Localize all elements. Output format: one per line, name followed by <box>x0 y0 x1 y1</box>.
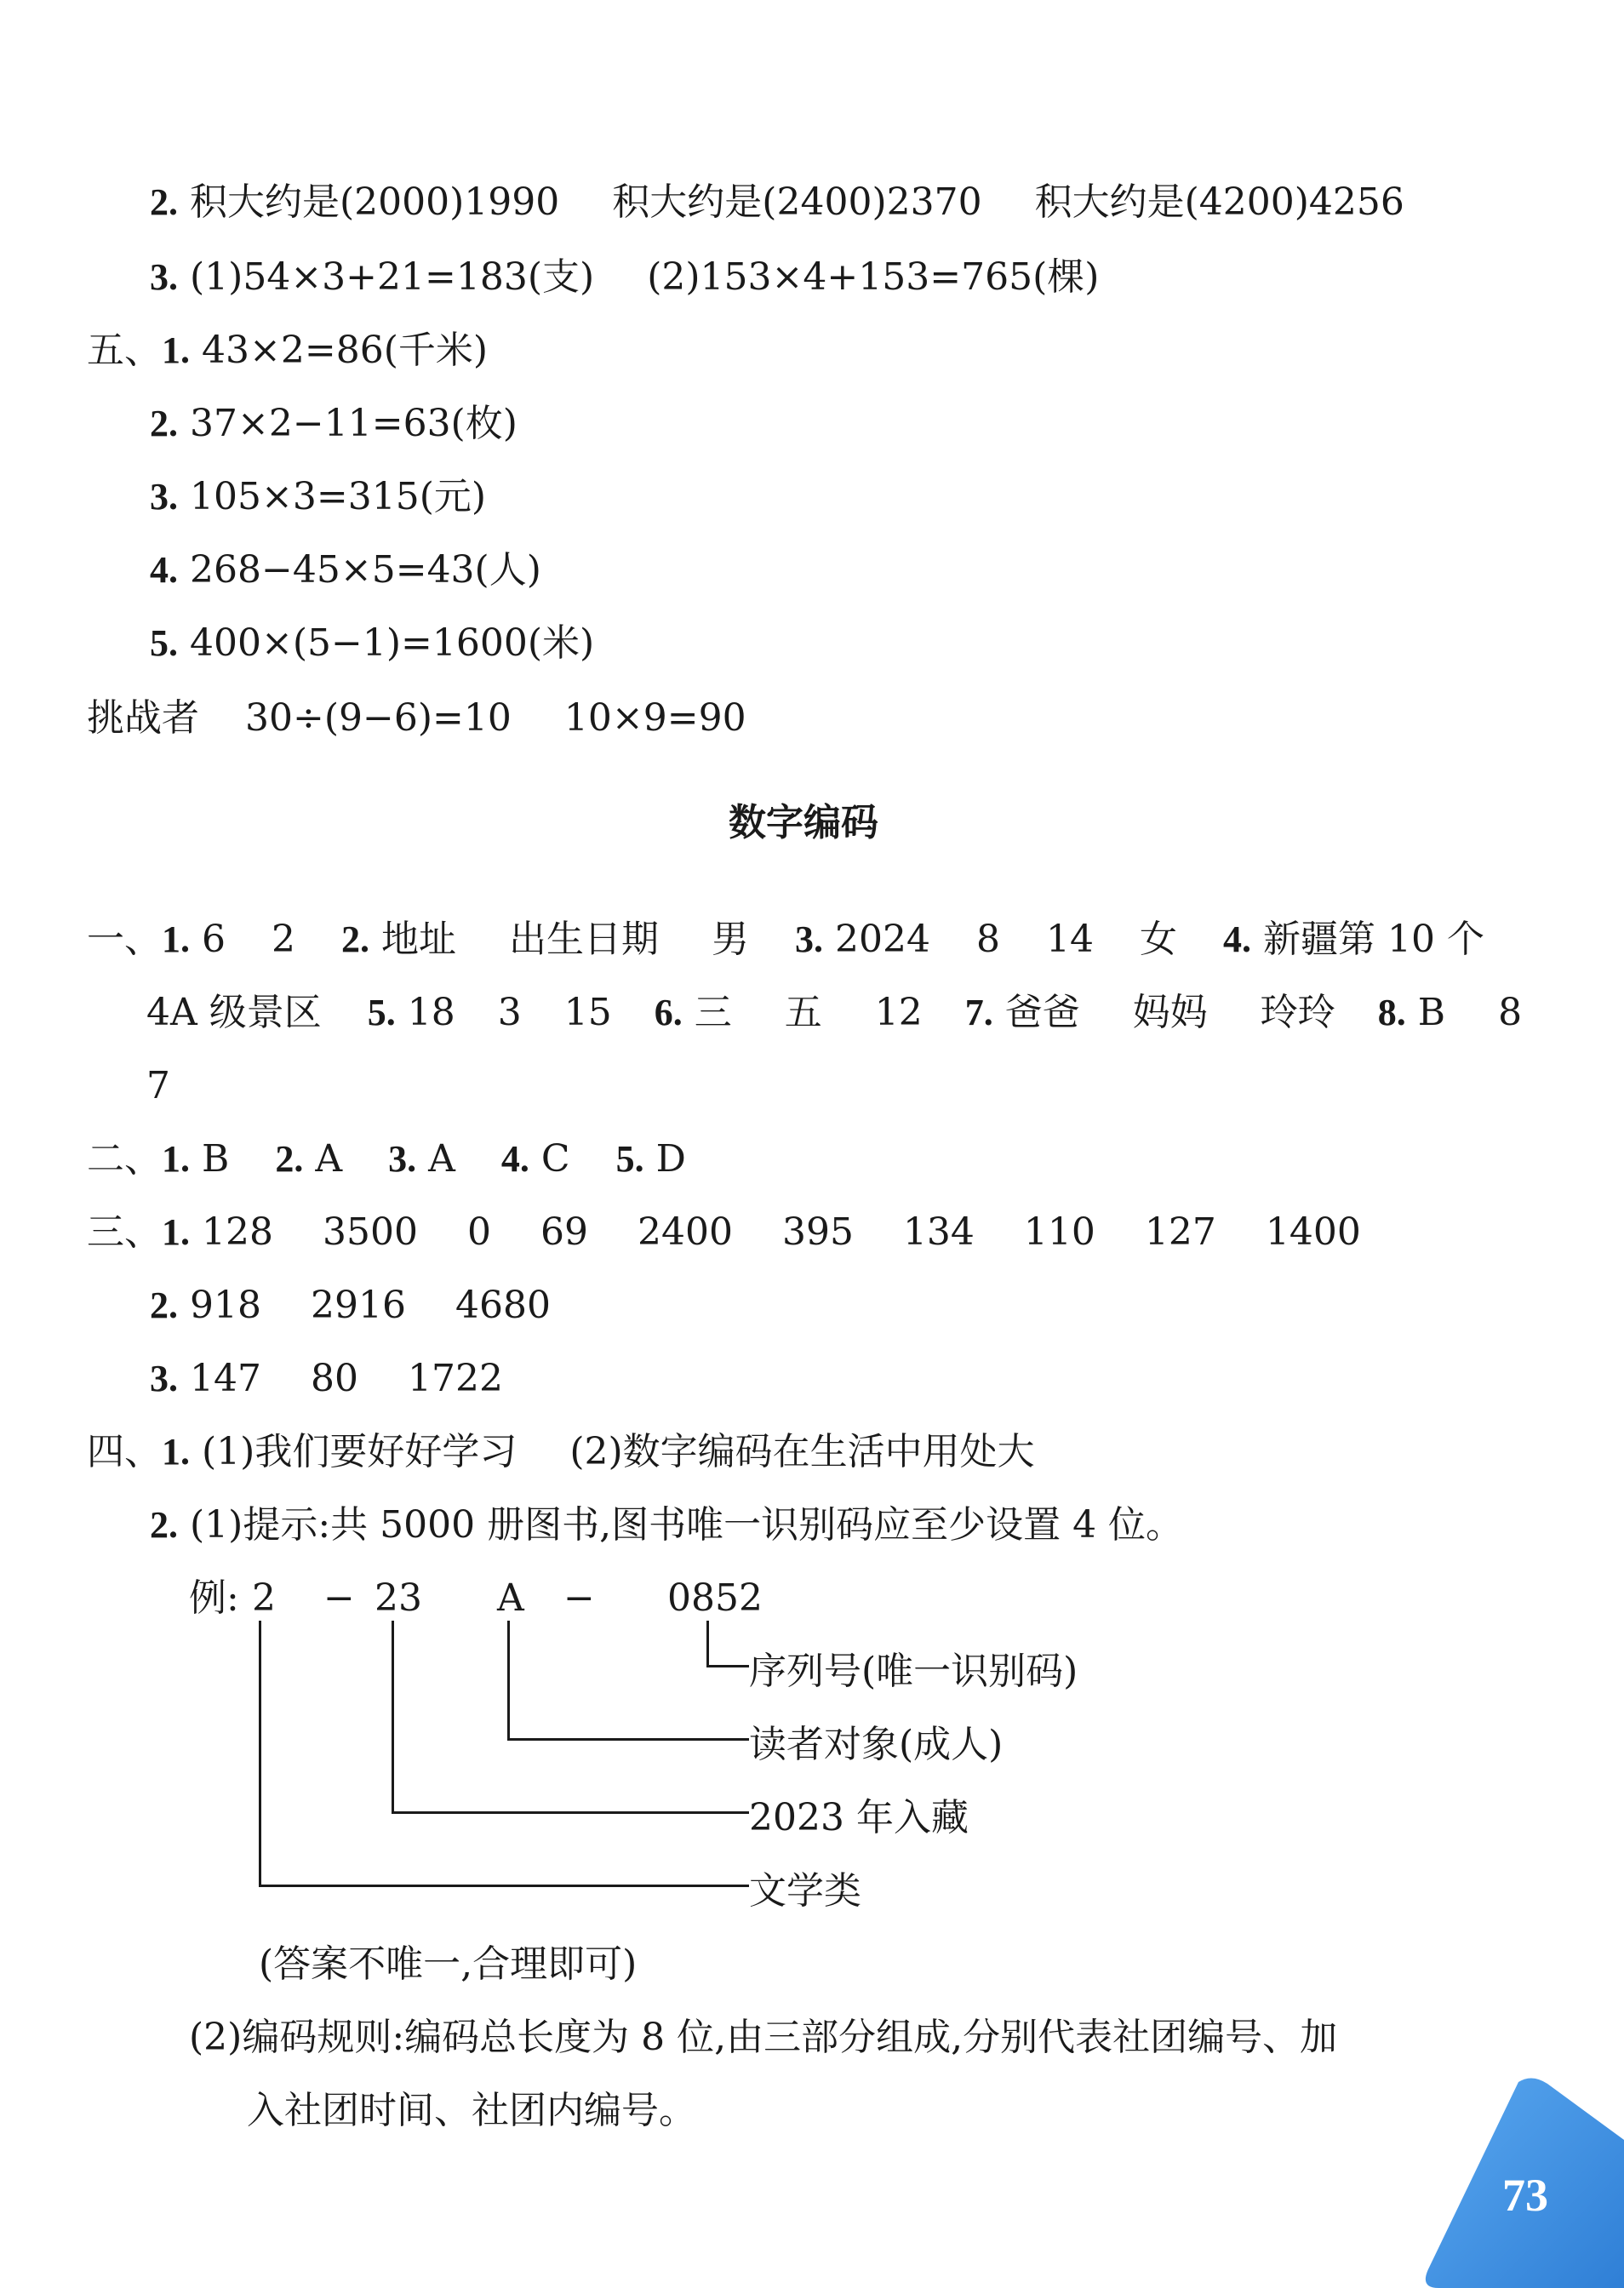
code-part-year: 23 <box>375 1576 422 1620</box>
connector-line <box>507 1738 749 1741</box>
code-part-serial: 0852 <box>667 1576 763 1620</box>
section-three-line: 三、1. 128 3500 0 69 2400 395 134 110 127 1400 <box>87 1210 1361 1254</box>
callout-year: 2023 年入藏 <box>749 1796 969 1839</box>
section-four-line: 四、1. (1)我们要好好学习 (2)数字编码在生活中用处大 <box>87 1430 1035 1473</box>
code-part-category: 2 <box>252 1576 276 1620</box>
challenger-line: 挑战者 30÷(9−6)=10 10×9=90 <box>87 696 746 740</box>
connector-line <box>706 1621 709 1667</box>
section-five-line: 5. 400×(5−1)=1600(米) <box>150 621 595 665</box>
section-four-line: 2. (1)提示:共 5000 册图书,图书唯一识别码应至少设置 4 位。 <box>150 1503 1184 1547</box>
section-five-line: 五、1. 43×2=86(千米) <box>87 329 489 372</box>
code-dash: − <box>323 1576 355 1620</box>
section-five-line: 2. 37×2−11=63(枚) <box>150 402 518 445</box>
answer-note: (答案不唯一,合理即可) <box>259 1942 638 1986</box>
answer-line: 2. 积大约是(2000)1990 积大约是(2400)2370 积大约是(4200)4256 <box>150 180 1404 224</box>
callout-category: 文学类 <box>749 1869 861 1913</box>
connector-line <box>507 1621 510 1740</box>
code-part-reader: A <box>497 1576 524 1620</box>
connector-line <box>259 1621 261 1886</box>
connector-line <box>392 1811 749 1814</box>
section-two-line: 二、1. B 2. A 3. A 4. C 5. D <box>87 1137 686 1181</box>
connector-line <box>392 1621 394 1813</box>
answer-line: 3. (1)54×3+21=183(支) (2)153×4+153=765(棵) <box>150 255 1100 299</box>
code-dash: − <box>563 1576 595 1620</box>
callout-reader: 读者对象(成人) <box>749 1723 1004 1766</box>
section-five-line: 3. 105×3=315(元) <box>150 475 487 518</box>
section-three-line: 3. 147 80 1722 <box>150 1357 503 1400</box>
page-number: 73 <box>1502 2170 1548 2221</box>
section-one-line: 7 <box>146 1064 170 1107</box>
section-title: 数字编码 <box>729 801 878 844</box>
connector-line <box>259 1885 749 1887</box>
section-three-line: 2. 918 2916 4680 <box>150 1284 551 1327</box>
callout-serial: 序列号(唯一识别码) <box>749 1650 1078 1693</box>
rule-text: 入社团时间、社团内编号。 <box>247 2089 696 2132</box>
section-five-line: 4. 268−45×5=43(人) <box>150 548 541 592</box>
example-label: 例: <box>189 1576 239 1620</box>
section-one-line: 4A 级景区 5. 18 3 15 6. 三 五 12 7. 爸爸 妈妈 玲玲 8. B 8 <box>146 991 1523 1034</box>
connector-line <box>706 1665 749 1667</box>
section-one-line: 一、1. 6 2 2. 地址 出生日期 男 3. 2024 8 14 女 4. 新疆第 10 个 <box>87 918 1484 961</box>
rule-text: (2)编码规则:编码总长度为 8 位,由三部分组成,分别代表社团编号、加 <box>189 2016 1338 2059</box>
